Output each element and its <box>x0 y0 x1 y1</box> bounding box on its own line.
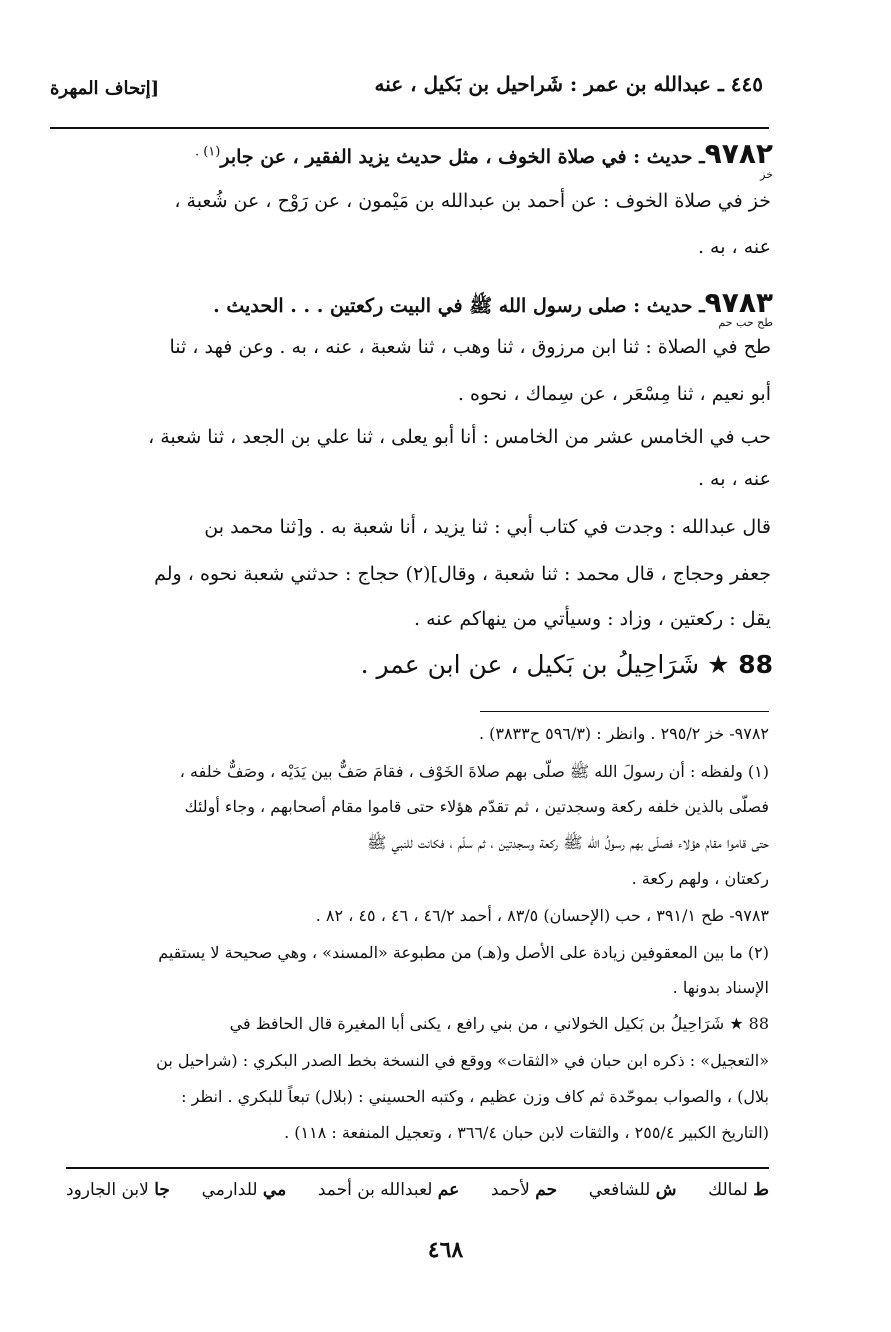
footnote-line: حتى قاموا مقام هؤلاء فصلّى بهم رسولُ الله ﷺ ركعة وسجدتين ، ثم سلّم ، فكانت للنبي ﷺ <box>367 833 769 852</box>
hadith-line: حب في الخامس عشر من الخامس : أنا أبو يعلى ، ثنا علي بن الجعد ، ثنا شعبة ، <box>148 426 771 448</box>
running-header-title: ٤٤٥ ـ عبدالله بن عمر : شَراحيل بن بَكيل ، عنه <box>374 72 763 96</box>
footnote-line: بلال) ، والصواب بموحّدة ثم كاف وزن عظيم ، وكتبه الحسيني : (بلال) تبعاً للبكري . انظر : <box>181 1087 769 1106</box>
hadith-line: طح في الصلاة : ثنا ابن مرزوق ، ثنا وهب ، ثنا شعبة ، عنه ، به . وعن فهد ، ثنا <box>169 336 771 358</box>
footnote-line: (التاريخ الكبير ٢٥٥/٤ ، والثقات لابن حبان ٣٦٦/٤ ، وتعجيل المنفعة : ١١٨) . <box>284 1123 769 1142</box>
hadith-number: ٩٧٨٢ <box>704 137 773 170</box>
hadith-line: يقل : ركعتين ، وزاد : وسيأتي من ينهاكم عنه . <box>414 608 771 630</box>
abbreviation-item: جا لابن الجارود <box>66 1180 170 1200</box>
footnote-line: ٩٧٨٢- خز ٢٩٥/٢ . وانظر : (٥٩٦/٣ ح٣٨٣٣) . <box>478 724 769 743</box>
header-rule <box>50 127 769 129</box>
hadith-9783-heading <box>213 286 773 322</box>
abbreviation-item: مي للدارمي <box>201 1180 287 1200</box>
hadith-line: قال عبدالله : وجدت في كتاب أبي : ثنا يزيد ، أنا شعبة به . و[ثنا محمد بن <box>204 516 771 538</box>
footnote-ref: (١) . <box>194 144 221 160</box>
abbreviations-rule <box>66 1167 769 1169</box>
source-codes: طح حب حم <box>718 316 773 329</box>
narrator-name: شَرَاحِيلُ بن بَكيل ، عن ابن عمر . <box>360 650 700 679</box>
source-code: خز <box>760 168 773 181</box>
abbreviation-item: ش للشافعي <box>588 1180 677 1200</box>
hadith-line: جعفر وحجاج ، قال محمد : ثنا شعبة ، وقال](٢) حجاج : حدثني شعبة نحوه ، ولم <box>154 563 771 585</box>
abbreviations-legend <box>66 1180 769 1200</box>
hadith-heading-text: ـ حديث : صلى رسول الله ﷺ في البيت ركعتين . . . الحديث . <box>213 295 705 317</box>
hadith-line: عنه ، به . <box>697 236 771 258</box>
narrator-heading <box>361 650 773 679</box>
footnote-line: 88 ★ شَرَاحِيلُ بن بَكيل الخولاني ، من بني رافع ، يكنى أبا المغيرة قال الحافظ في <box>229 1014 769 1033</box>
hadith-number: ٩٧٨٣ <box>704 286 773 319</box>
running-header-book: [إتحاف المهرة <box>50 78 160 99</box>
hadith-line: عنه ، به . <box>697 468 771 490</box>
footnote-line: الإسناد بدونها . <box>672 978 769 997</box>
hadith-line: خز في صلاة الخوف : عن أحمد بن عبدالله بن مَيْمون ، عن رَوْح ، عن شُعبة ، <box>174 190 771 212</box>
footnote-line: «التعجيل» : ذكره ابن حبان في «الثقات» ووقع في النسخة بخط الصدر البكري : (شراحيل بن <box>156 1051 769 1070</box>
footnote-line: (٢) ما بين المعقوفين زيادة على الأصل و(هـ) من مطبوعة «المسند» ، وهي صحيحة لا يستقيم <box>158 943 769 962</box>
abbreviation-item: عم لعبدالله بن أحمد <box>317 1180 460 1200</box>
footnote-line: فصلّى بالذين خلفه ركعة وسجدتين ، ثم تقدّم هؤلاء حتى قاموا مقام أصحابهم ، وجاء أولئك <box>184 797 769 816</box>
footnote-line: (١) ولفظه : أن رسولَ الله ﷺ صلّى بهم صلاةَ الخَوْف ، فقامَ صَفٌّ بين يَدَيْه ، وصَفٌّ خلفه ، <box>179 762 769 781</box>
narrator-number: 88 ★ <box>707 650 773 679</box>
hadith-heading-text: ـ حديث : في صلاة الخوف ، مثل حديث يزيد الفقير ، عن جابر <box>220 146 705 168</box>
abbreviation-item: ط لمالك <box>708 1180 769 1200</box>
footnote-line: ركعتان ، ولهم ركعة . <box>631 869 769 888</box>
footnote-rule <box>480 711 769 712</box>
hadith-9782-heading <box>195 137 773 170</box>
hadith-line: أبو نعيم ، ثنا مِسْعَر ، عن سِماك ، نحوه . <box>457 383 771 405</box>
footnote-line: ٩٧٨٣- طح ٣٩١/١ ، حب (الإحسان) ٨٣/٥ ، أحمد ٤٦/٢ ، ٤٦ ، ٤٥ ، ٨٢ . <box>315 906 769 925</box>
abbreviation-item: حم لأحمد <box>490 1180 558 1200</box>
page-number: ٤٦٨ <box>427 1237 464 1263</box>
